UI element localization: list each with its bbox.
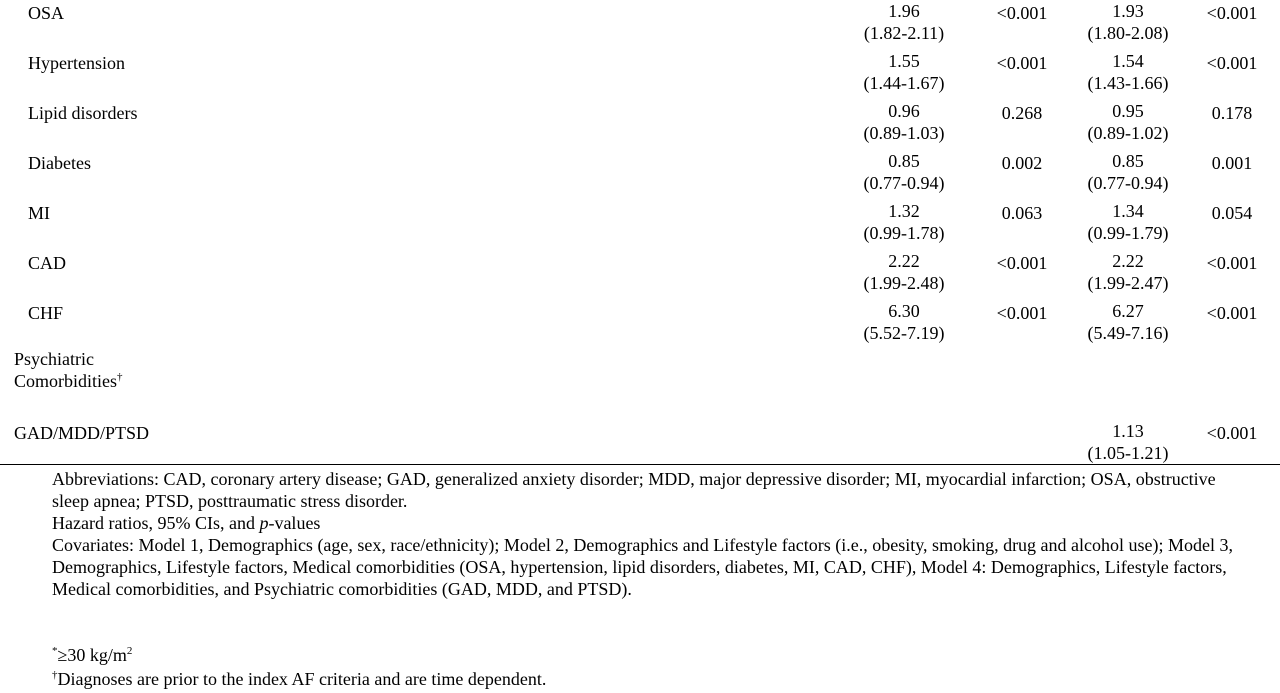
m3-p-value: 0.063 xyxy=(1001,203,1043,223)
footnote-hazard-ratios xyxy=(52,512,1242,534)
footnote-abbreviations: Abbreviations: CAD, coronary artery disease; GAD, generalized anxiety disorder; MDD, major depressive disorder; MI, myocardial infarction; OSA, obstructive sleep apnea; PTSD, posttraumatic stress disorder. xyxy=(52,469,1216,511)
m3-ci-value: (1.82-2.11) xyxy=(863,23,945,43)
m3-p-value: 0.002 xyxy=(1001,153,1043,173)
m4-hr-cell xyxy=(1070,0,1186,44)
m3-hr-cell xyxy=(846,150,962,194)
m4-hr-value: 6.27 xyxy=(1112,301,1144,321)
m3-hr-value: 0.96 xyxy=(888,101,920,121)
m4-hr-cell xyxy=(1070,300,1186,344)
m3-ci-value: (1.99-2.48) xyxy=(863,273,945,293)
m3-hr-value: 0.85 xyxy=(888,151,920,171)
dagger-marker: † xyxy=(117,371,123,383)
m3-p-value: <0.001 xyxy=(996,253,1048,273)
m3-hr-value: 1.96 xyxy=(888,1,920,21)
hr-p-italic: p xyxy=(259,513,269,533)
hr-prefix: Hazard ratios, 95% CIs, and xyxy=(52,513,260,533)
squared-marker: 2 xyxy=(126,645,133,657)
m3-hr-value: 6.30 xyxy=(888,301,920,321)
m3-hr-cell xyxy=(846,200,962,244)
footnote-covariates: Covariates: Model 1, Demographics (age, sex, race/ethnicity); Model 2, Demographics and Lifestyle factors (i.e., obesity, smoking, drug and alcohol use); Model 3, Demographics, Lifestyle factors, Medical comorbidities (OSA, hypertension, lipid disorders, diabetes, MI, CAD, CHF), Model 4: Demographics, Lifestyle factors, Medical comorbidities, and Psychiatric comorbidities (GAD, MDD, and PTSD). xyxy=(52,535,1234,599)
m3-hr-value: 1.32 xyxy=(888,201,920,221)
m4-hr-value: 0.85 xyxy=(1112,151,1144,171)
m4-p-value: 0.001 xyxy=(1211,153,1253,173)
psych-row-m4-p: <0.001 xyxy=(1206,423,1258,443)
psych-row-label: GAD/MDD/PTSD xyxy=(14,423,150,443)
m4-ci-value: (0.77-0.94) xyxy=(1087,173,1169,193)
m4-hr-cell xyxy=(1070,150,1186,194)
m3-hr-value: 2.22 xyxy=(888,251,920,271)
row-label: OSA xyxy=(28,3,65,23)
m4-p-value: 0.054 xyxy=(1211,203,1253,223)
row-label: CAD xyxy=(28,253,67,273)
m4-p-value: <0.001 xyxy=(1206,253,1258,273)
row-label: Lipid disorders xyxy=(28,103,138,123)
m3-hr-cell xyxy=(846,100,962,144)
row-label: MI xyxy=(28,203,50,223)
m3-hr-value: 1.55 xyxy=(888,51,920,71)
table-bottom-rule xyxy=(0,464,1280,465)
m3-ci-value: (1.44-1.67) xyxy=(863,73,945,93)
m3-p-value: <0.001 xyxy=(996,53,1048,73)
m4-ci-value: (5.49-7.16) xyxy=(1087,323,1169,343)
m4-p-value: 0.178 xyxy=(1211,103,1253,123)
m3-hr-cell xyxy=(846,300,962,344)
m4-hr-value: 0.95 xyxy=(1112,101,1144,121)
m3-p-value: <0.001 xyxy=(996,303,1048,323)
m4-p-value: <0.001 xyxy=(1206,303,1258,323)
m4-ci-value: (1.99-2.47) xyxy=(1087,273,1169,293)
psych-section-label xyxy=(14,348,123,392)
m4-hr-value: 1.93 xyxy=(1112,1,1144,21)
m3-hr-cell xyxy=(846,250,962,294)
m3-ci-value: (5.52-7.19) xyxy=(863,323,945,343)
psych-m4-hr-value: 1.13 xyxy=(1112,421,1144,441)
m4-ci-value: (1.43-1.66) xyxy=(1087,73,1169,93)
m4-hr-value: 1.34 xyxy=(1112,201,1144,221)
footnote-obesity xyxy=(52,644,1242,666)
diagnoses-text: Diagnoses are prior to the index AF criteria and are time dependent. xyxy=(57,669,547,689)
obesity-threshold: ≥30 kg/m xyxy=(57,645,127,665)
m4-ci-value: (0.89-1.02) xyxy=(1087,123,1169,143)
psych-section-line1: Psychiatric xyxy=(14,349,94,369)
dagger-note-marker: † xyxy=(52,669,58,681)
m4-hr-cell xyxy=(1070,100,1186,144)
row-label: CHF xyxy=(28,303,64,323)
psych-section-line2: Comorbidities xyxy=(14,371,117,391)
m3-hr-cell xyxy=(846,0,962,44)
psych-row-m4-hr xyxy=(1070,420,1186,464)
m4-hr-value: 2.22 xyxy=(1112,251,1144,271)
m3-hr-cell xyxy=(846,50,962,94)
m3-ci-value: (0.89-1.03) xyxy=(863,123,945,143)
m3-p-value: <0.001 xyxy=(996,3,1048,23)
m3-ci-value: (0.99-1.78) xyxy=(863,223,945,243)
m3-ci-value: (0.77-0.94) xyxy=(863,173,945,193)
m4-hr-cell xyxy=(1070,250,1186,294)
m4-hr-value: 1.54 xyxy=(1112,51,1144,71)
m4-hr-cell xyxy=(1070,200,1186,244)
m4-p-value: <0.001 xyxy=(1206,3,1258,23)
hr-suffix: -values xyxy=(268,513,321,533)
star-marker: * xyxy=(52,645,58,657)
m4-ci-value: (1.80-2.08) xyxy=(1087,23,1169,43)
m4-ci-value: (0.99-1.79) xyxy=(1087,223,1169,243)
m4-p-value: <0.001 xyxy=(1206,53,1258,73)
psych-m4-ci-value: (1.05-1.21) xyxy=(1087,443,1169,463)
row-label: Diabetes xyxy=(28,153,91,173)
m4-hr-cell xyxy=(1070,50,1186,94)
m3-p-value: 0.268 xyxy=(1001,103,1043,123)
row-label: Hypertension xyxy=(28,53,125,73)
footnote-diagnoses xyxy=(52,668,1242,690)
